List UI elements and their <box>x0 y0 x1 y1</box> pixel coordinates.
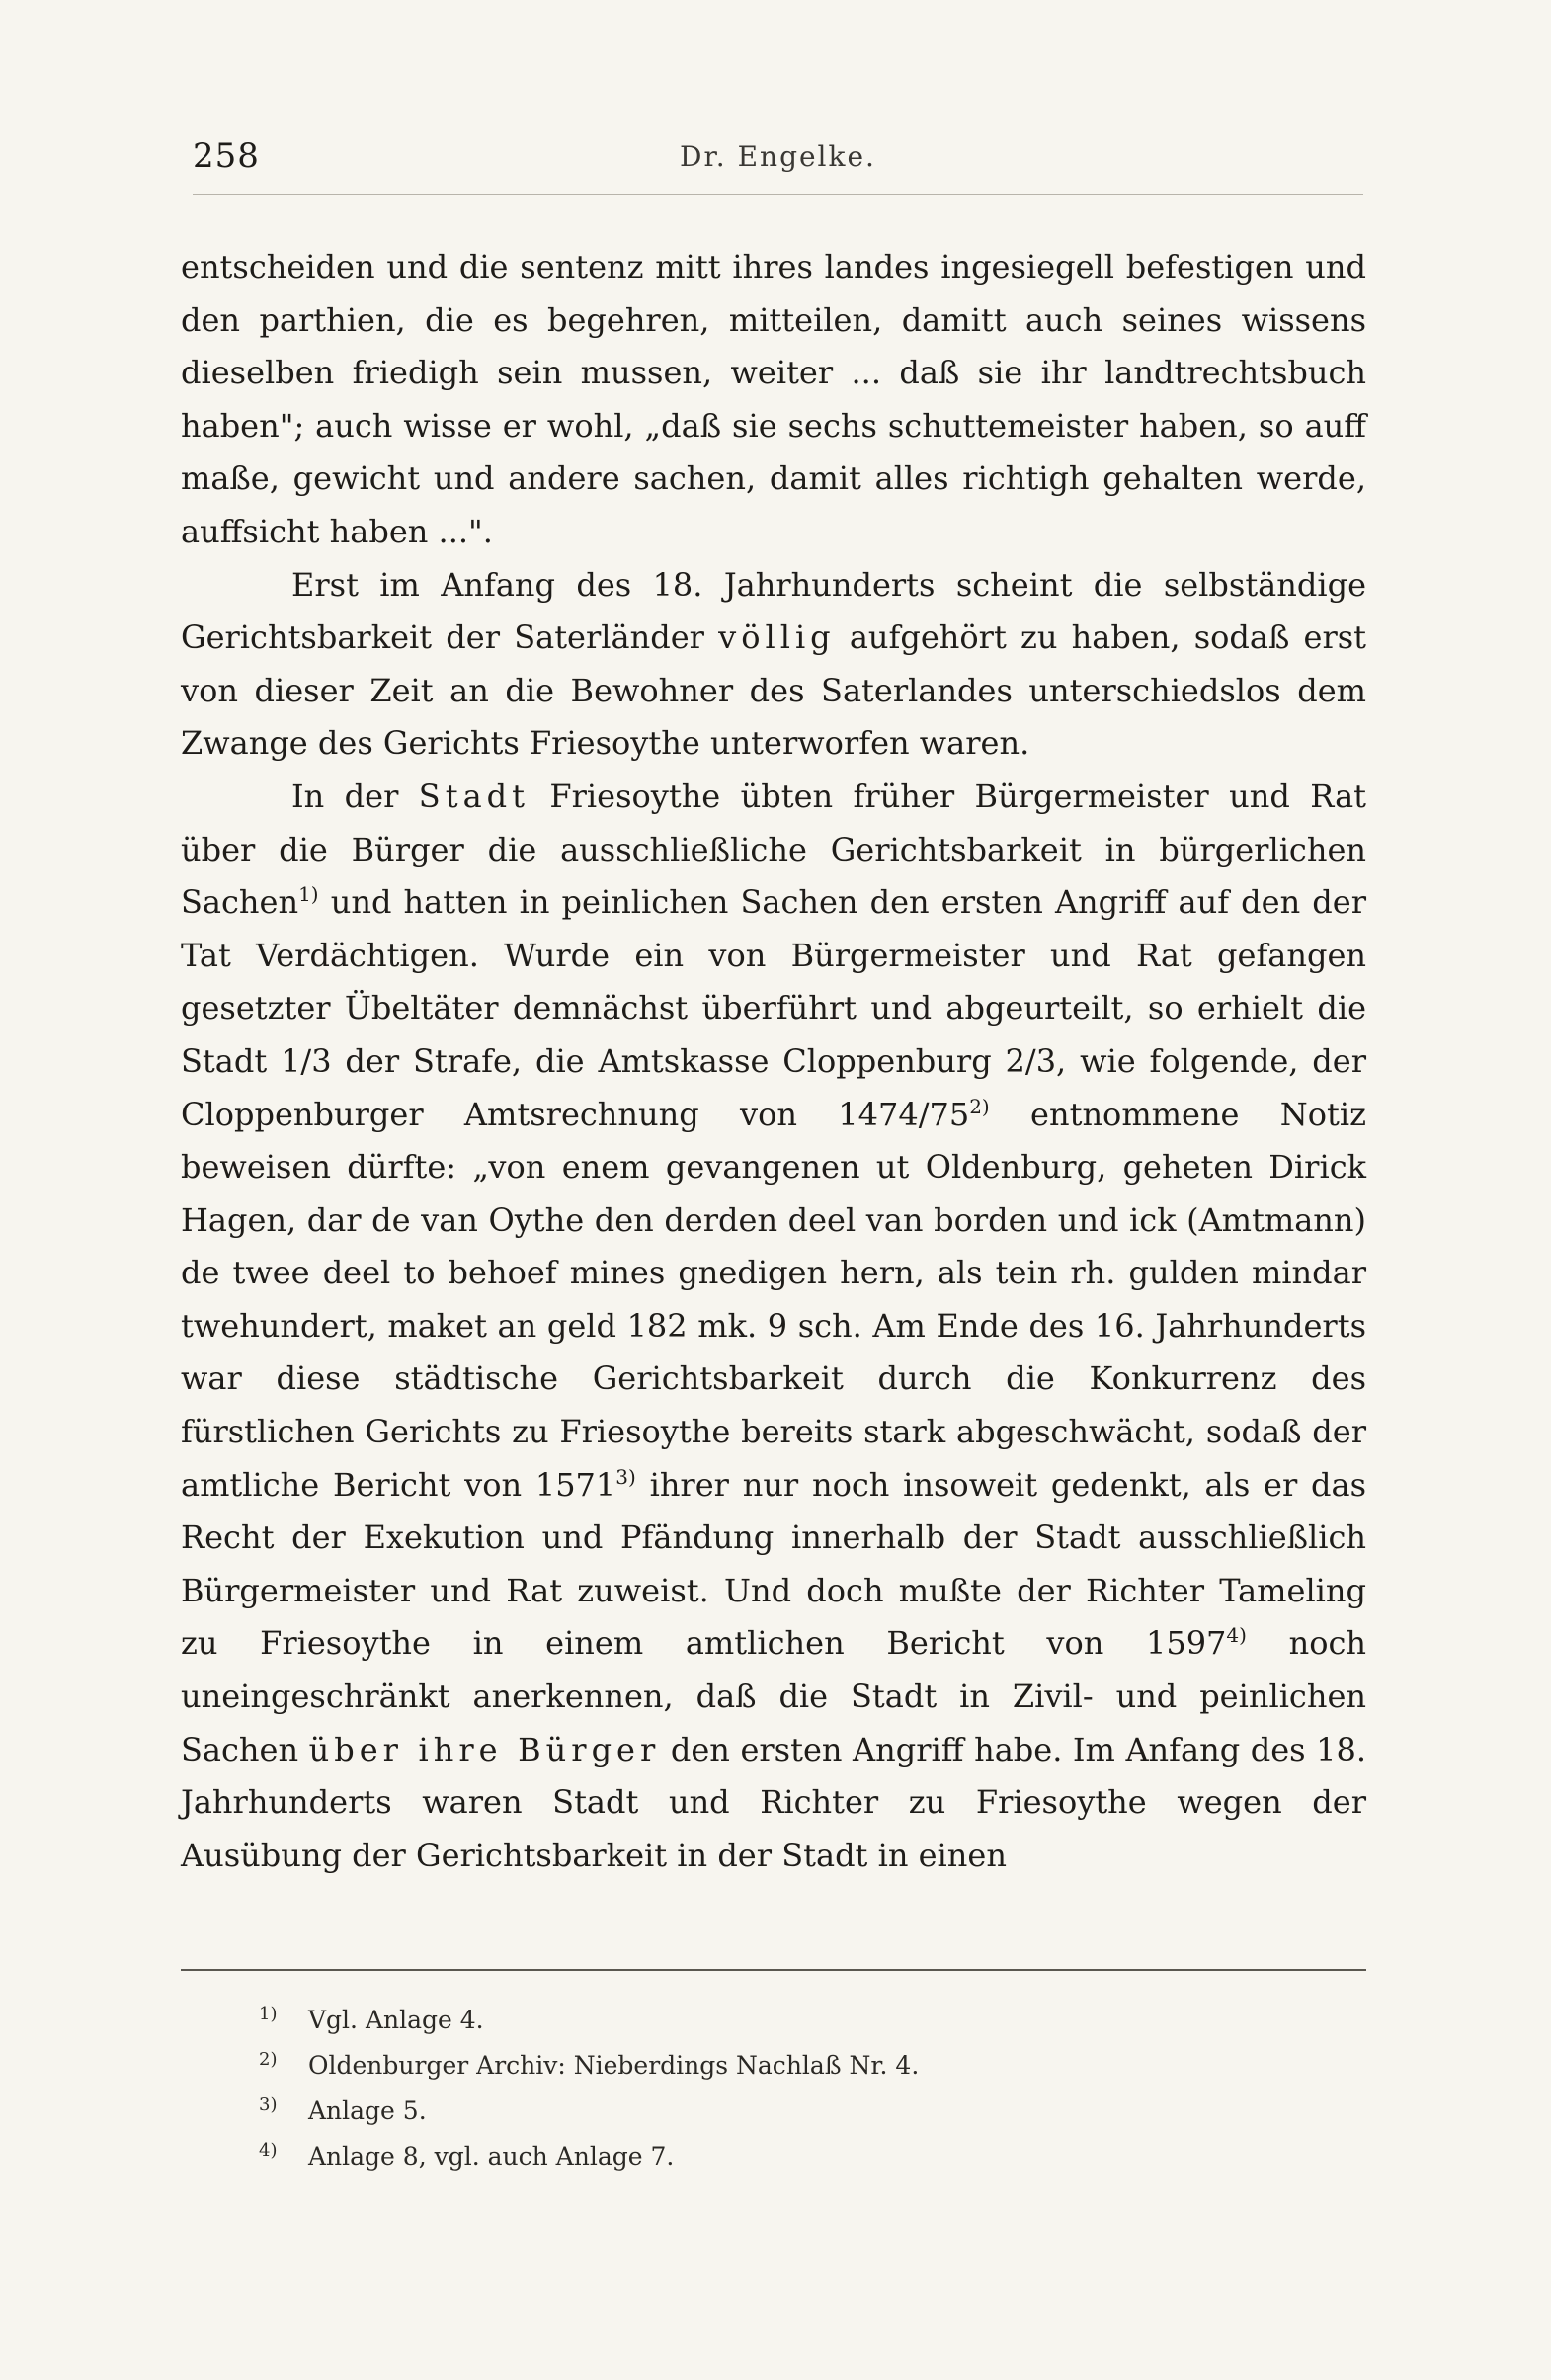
running-title: Dr. Engelke. <box>680 140 876 173</box>
footnote-4: 4) Anlage 8, vgl. auch Anlage 7. <box>259 2140 675 2171</box>
footnote-2: 2) Oldenburger Archiv: Nieberdings Nachlaß Nr. 4. <box>259 2049 920 2080</box>
emphasis-spaced-text: Stadt <box>418 777 530 815</box>
paragraph-3-text-c: und hatten in peinlichen Sachen den ersten Angriff auf den der Tat Verdächtigen. Wurde ein von Bürgermeister und Rat gefangen gesetzter Übeltäter demnächst überführt und abgeurteilt, so erhielt die Stadt <box>181 883 1367 1080</box>
fraction-one-third: 1/3 <box>281 1041 332 1080</box>
body-text <box>181 241 1366 1882</box>
paragraph-2-text-a: Erst im Anfang des 18. Jahrhunderts scheint die selbständige Gerichtsbarkeit der Saterländer <box>181 565 1366 657</box>
footnote-reference-4[interactable]: 4) <box>1226 1623 1247 1648</box>
paragraph-3-text-e: , wie folgende, der Cloppenburger Amtsrechnung von 1474/75 <box>181 1041 1367 1133</box>
footnote-reference-1[interactable]: 1) <box>298 882 319 907</box>
paragraph-3-text-b: Friesoythe übten früher Bürgermeister und Rat über die Bürger die ausschließliche Gerichtsbarkeit in bürgerlichen Sachen <box>181 777 1366 922</box>
running-head <box>193 136 1363 186</box>
emphasis-spaced-text: über ihre Bürger <box>308 1730 661 1768</box>
footnote-reference-2[interactable]: 2) <box>969 1094 990 1118</box>
footnote-text: Anlage 5. <box>308 2096 427 2125</box>
emphasis-spaced-text: völlig <box>718 618 836 657</box>
footnote-text: Oldenburger Archiv: Nieberdings Nachlaß Nr. 4. <box>308 2051 920 2080</box>
paragraph-2 <box>181 559 1366 771</box>
paragraph-3-text-f: entnommene Notiz beweisen dürfte: „von enem gevangenen ut Oldenburg, geheten Dirick Hagen, dar de van Oythe den derden deel van borden und ick (Amtmann) de twee deel to behoef mines gnedigen hern, als tein rh. gulden mindar twehundert, maket an geld 182 mk. 9 sch. Am Ende des 16. Jahrhunderts war diese städtische Gerichtsbarkeit durch die Konkurrenz des fürstlichen Gerichts zu Friesoythe bereits stark abgeschwächt, sodaß der amtliche Bericht von 1571 <box>181 1095 1366 1504</box>
footnote-text: Anlage 8, vgl. auch Anlage 7. <box>308 2142 675 2171</box>
footnote-reference-3[interactable]: 3) <box>615 1464 636 1489</box>
paragraph-3-text-h: noch uneingeschränkt anerkennen, daß die Stadt in Zivil- und peinlichen Sachen <box>181 1624 1366 1768</box>
paragraph-2-text-b: aufgehört zu haben, sodaß erst von dieser Zeit an die Bewohner des Saterlandes unterschiedslos dem Zwange des Gerichts Friesoythe unterworfen waren. <box>181 618 1367 763</box>
footnote-1: 1) Vgl. Anlage 4. <box>259 2004 484 2034</box>
footnote-rule <box>181 1969 1366 1971</box>
footnote-text: Vgl. Anlage 4. <box>308 2006 484 2034</box>
fraction-two-thirds: 2/3 <box>1005 1041 1057 1080</box>
footnotes <box>259 1998 1247 2179</box>
paragraph-3-text-d: der Strafe, die Amtskasse Cloppenburg <box>345 1041 992 1080</box>
paragraph-3-text-g: ihrer nur noch insoweit gedenkt, als er das Recht der Exekution und Pfändung innerhalb der Stadt ausschließlich Bürgermeister und Rat zuweist. Und doch mußte der Richter Tameling zu Friesoythe in einem amtlichen Bericht von 1597 <box>181 1465 1367 1663</box>
page-number: 258 <box>193 136 260 176</box>
footnote-3: 3) Anlage 5. <box>259 2094 427 2125</box>
paragraph-3-text-a: In der <box>291 777 399 815</box>
paragraph-1: entscheiden und die sentenz mitt ihres landes ingesiegell befestigen und den parthien, die es begehren, mitteilen, damitt auch seines wissens dieselben friedigh sein mussen, weiter ... daß sie ihr landtrechtsbuch haben"; auch wisse er wohl, „daß sie sechs schuttemeister haben, so auff maße, gewicht und andere sachen, damit alles richtigh gehalten werde, auffsicht haben ...". <box>181 248 1366 550</box>
header-rule <box>193 194 1363 195</box>
paragraph-3-text-i: den ersten Angriff habe. Im Anfang des 18. Jahrhunderts waren Stadt und Richter zu Friesoythe wegen der Ausübung der Gerichtsbarkeit in der Stadt in einen <box>181 1730 1367 1874</box>
paragraph-3 <box>181 771 1366 1882</box>
